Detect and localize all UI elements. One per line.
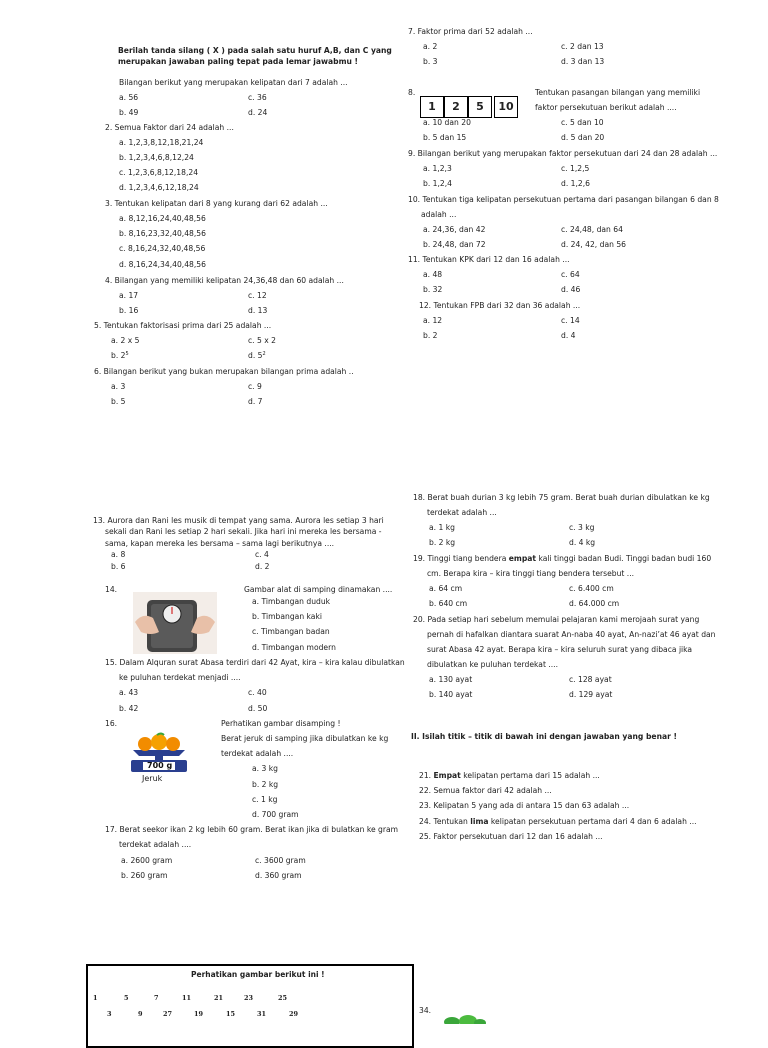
q13-option-c: c. 4: [255, 550, 269, 559]
question-34-number: 34.: [419, 1006, 432, 1015]
q8-box-1: 1: [420, 96, 444, 118]
q19-option-a: a. 64 cm: [429, 584, 463, 593]
q9-option-d: d. 1,2,6: [561, 179, 590, 188]
question-7: 7. Faktor prima dari 52 adalah ...: [408, 27, 533, 36]
q8-option-c: c. 5 dan 10: [561, 118, 604, 127]
question-9: 9. Bilangan berikut yang merupakan faktor persekutuan dari 24 dan 28 adalah ...: [408, 149, 718, 158]
question-20-line-2: pernah di hafalkan diantara suarat An-naba 40 ayat, An-nazi’at 46 ayat dan: [427, 630, 716, 639]
question-4: 4. Bilangan yang memiliki kelipatan 24,36,48 dan 60 adalah ...: [105, 276, 344, 285]
q11-option-c: c. 64: [561, 270, 580, 279]
q6-option-d: d. 7: [248, 397, 263, 406]
q4-option-d: d. 13: [248, 306, 268, 315]
q19-option-b: b. 640 cm: [429, 599, 468, 608]
q12-option-d: d. 4: [561, 331, 576, 340]
q12-option-a: a. 12: [423, 316, 443, 325]
question-18-line-1: 18. Berat buah durian 3 kg lebih 75 gram. Berat buah durian dibulatkan ke kg: [413, 493, 710, 502]
scale-reading-label: 700 g: [147, 761, 173, 770]
table-cell: 9: [138, 1010, 143, 1018]
question-20-line-4: dibulatkan ke puluhan terdekat ....: [427, 660, 559, 669]
q6-option-a: a. 3: [111, 382, 126, 391]
table-cell: 25: [278, 994, 288, 1002]
question-13-line-1: 13. Aurora dan Rani les musik di tempat yang sama. Aurora les setiap 3 hari: [93, 516, 384, 525]
q17-option-b: b. 260 gram: [121, 871, 168, 880]
q7-option-d: d. 3 dan 13: [561, 57, 605, 66]
question-13-line-2: sekali dan Rani les setiap 2 hari sekali. Jika hari ini mereka les bersama -: [105, 527, 382, 536]
q11-option-a: a. 48: [423, 270, 443, 279]
question-10-line-1: 10. Tentukan tiga kelipatan persekutuan pertama dari pasangan bilangan 6 dan 8: [408, 195, 719, 204]
table-cell: 3: [107, 1010, 112, 1018]
q8-box-4: 10: [494, 96, 518, 118]
table-cell: 23: [244, 994, 254, 1002]
q7-option-b: b. 3: [423, 57, 438, 66]
question-21: 21. Empat kelipatan pertama dari 15 adalah ...: [419, 771, 600, 780]
q15-option-c: c. 40: [248, 688, 267, 697]
q2-option-c: c. 1,2,3,6,8,12,18,24: [119, 168, 199, 177]
table-cell: 31: [257, 1010, 267, 1018]
fruit-label: Jeruk: [142, 774, 163, 783]
table-cell: 19: [194, 1010, 204, 1018]
table-cell: 21: [214, 994, 224, 1002]
q8-option-d: d. 5 dan 20: [561, 133, 605, 142]
q9-option-b: b. 1,2,4: [423, 179, 452, 188]
q4-option-c: c. 12: [248, 291, 267, 300]
question-17-line-2: terdekat adalah ....: [119, 840, 192, 849]
q11-option-b: b. 32: [423, 285, 443, 294]
question-11: 11. Tentukan KPK dari 12 dan 16 adalah ...: [408, 255, 570, 264]
q17-option-d: d. 360 gram: [255, 871, 302, 880]
q15-option-b: b. 42: [119, 704, 139, 713]
question-25: 25. Faktor persekutuan dari 12 dan 16 adalah ...: [419, 832, 603, 841]
q19-option-d: d. 64.000 cm: [569, 599, 620, 608]
q1-option-c: c. 36: [248, 93, 267, 102]
question-13-line-3: sama, kapan mereka les bersama – sama lagi berikutnya ....: [105, 539, 335, 548]
question-19-line-1: 19. Tinggi tiang bendera empat kali tinggi badan Budi. Tinggi badan budi 160: [413, 554, 712, 563]
q20-option-b: b. 140 ayat: [429, 690, 473, 699]
q2-option-b: b. 1,2,3,4,6,8,12,24: [119, 153, 194, 162]
q14-option-a: a. Timbangan duduk: [252, 597, 331, 606]
q10-option-c: c. 24,48, dan 64: [561, 225, 623, 234]
q2-option-a: a. 1,2,3,8,12,18,21,24: [119, 138, 204, 147]
q5-option-b: b. $2^5$: [111, 351, 129, 360]
question-22: 22. Semua faktor dari 42 adalah ...: [419, 786, 552, 795]
q14-option-b: b. Timbangan kaki: [252, 612, 322, 621]
question-17-line-1: 17. Berat seekor ikan 2 kg lebih 60 gram. Berat ikan jika di bulatkan ke gram: [105, 825, 399, 834]
q14-option-d: d. Timbangan modern: [252, 643, 336, 652]
q1-option-d: d. 24: [248, 108, 268, 117]
question-12: 12. Tentukan FPB dari 32 dan 36 adalah ...: [419, 301, 581, 310]
q9-option-a: a. 1,2,3: [423, 164, 452, 173]
q4-option-a: a. 17: [119, 291, 139, 300]
question-18-line-2: terdekat adalah ...: [427, 508, 497, 517]
q3-option-b: b. 8,16,23,32,40,48,56: [119, 229, 206, 238]
leaf-image: [438, 1012, 488, 1024]
question-15-line-1: 15. Dalam Alquran surat Abasa terdiri dari 42 Ayat, kira – kira kalau dibulatkan: [105, 658, 405, 667]
q8-option-a: a. 10 dan 20: [423, 118, 471, 127]
q5-option-d: d. $5^2$: [248, 351, 266, 360]
number-table-title: Perhatikan gambar berikut ini !: [191, 970, 325, 979]
q4-option-b: b. 16: [119, 306, 139, 315]
question-20-line-3: surat Abasa 42 ayat. Berapa kira – kira seluruh surat yang dibaca jika: [427, 645, 693, 654]
question-2: 2. Semua Faktor dari 24 adalah ...: [105, 123, 234, 132]
q17-option-a: a. 2600 gram: [121, 856, 173, 865]
question-24: 24. Tentukan lima kelipatan persekutuan pertama dari 4 dan 6 adalah ...: [419, 817, 697, 826]
q6-option-b: b. 5: [111, 397, 126, 406]
question-8-number: 8.: [408, 88, 416, 97]
q3-option-a: a. 8,12,16,24,40,48,56: [119, 214, 206, 223]
table-cell: 1: [93, 994, 98, 1002]
question-16-line-3: terdekat adalah ....: [221, 749, 294, 758]
question-16-line-1: Perhatikan gambar disamping !: [221, 719, 341, 728]
bathroom-scale-image: [133, 592, 217, 654]
question-10-line-2: adalah ...: [421, 210, 457, 219]
q5-option-c: c. 5 x 2: [248, 336, 276, 345]
question-6: 6. Bilangan berikut yang bukan merupakan bilangan prima adalah ..: [94, 367, 354, 376]
q15-option-d: d. 50: [248, 704, 268, 713]
orange-scale-image: [127, 732, 191, 786]
q9-option-c: c. 1,2,5: [561, 164, 590, 173]
table-cell: 29: [289, 1010, 299, 1018]
question-14-number: 14.: [105, 585, 118, 594]
q3-option-c: c. 8,16,24,32,40,48,56: [119, 244, 206, 253]
question-1: Bilangan berikut yang merupakan kelipatan dari 7 adalah ...: [119, 78, 348, 87]
question-14-text: Gambar alat di samping dinamakan ....: [244, 585, 393, 594]
q13-option-b: b. 6: [111, 562, 126, 571]
q20-option-a: a. 130 ayat: [429, 675, 473, 684]
question-5: 5. Tentukan faktorisasi prima dari 25 adalah ...: [94, 321, 272, 330]
question-8-line-1: Tentukan pasangan bilangan yang memiliki: [535, 88, 701, 97]
question-19-line-2: cm. Berapa kira – kira tinggi tiang bendera tersebut ...: [427, 569, 635, 578]
q11-option-d: d. 46: [561, 285, 581, 294]
q18-option-a: a. 1 kg: [429, 523, 455, 532]
q16-option-a: a. 3 kg: [252, 764, 278, 773]
q20-option-c: c. 128 ayat: [569, 675, 612, 684]
q6-option-c: c. 9: [248, 382, 262, 391]
q2-option-d: d. 1,2,3,4,6,12,18,24: [119, 183, 199, 192]
table-cell: 15: [226, 1010, 236, 1018]
q18-option-b: b. 2 kg: [429, 538, 456, 547]
q14-option-c: c. Timbangan badan: [252, 627, 330, 636]
q20-option-d: d. 129 ayat: [569, 690, 613, 699]
q12-option-c: c. 14: [561, 316, 580, 325]
question-15-line-2: ke puluhan terdekat menjadi ....: [119, 673, 241, 682]
question-16-number: 16.: [105, 719, 118, 728]
question-3: 3. Tentukan kelipatan dari 8 yang kurang dari 62 adalah ...: [105, 199, 328, 208]
question-8-line-2: faktor persekutuan berikut adalah ....: [535, 103, 677, 112]
q8-option-b: b. 5 dan 15: [423, 133, 467, 142]
q13-option-a: a. 8: [111, 550, 126, 559]
number-table-box: [86, 964, 414, 1048]
q16-option-c: c. 1 kg: [252, 795, 278, 804]
q1-option-b: b. 49: [119, 108, 139, 117]
q12-option-b: b. 2: [423, 331, 438, 340]
q8-box-2: 2: [444, 96, 468, 118]
table-cell: 5: [124, 994, 129, 1002]
question-20-line-1: 20. Pada setiap hari sebelum memulai pelajaran kami merojaah surat yang: [413, 615, 700, 624]
q16-option-b: b. 2 kg: [252, 780, 279, 789]
q18-option-d: d. 4 kg: [569, 538, 596, 547]
q16-option-d: d. 700 gram: [252, 810, 299, 819]
instruction-line-1: Berilah tanda silang ( X ) pada salah satu huruf A,B, dan C yang: [118, 46, 392, 55]
q18-option-c: c. 3 kg: [569, 523, 595, 532]
question-23: 23. Kelipatan 5 yang ada di antara 15 dan 63 adalah ...: [419, 801, 630, 810]
instruction-line-2: merupakan jawaban paling tepat pada lemar jawabmu !: [118, 57, 359, 66]
q15-option-a: a. 43: [119, 688, 139, 697]
table-cell: 11: [182, 994, 192, 1002]
q7-option-c: c. 2 dan 13: [561, 42, 604, 51]
q19-option-c: c. 6.400 cm: [569, 584, 614, 593]
q13-option-d: d. 2: [255, 562, 270, 571]
q3-option-d: d. 8,16,24,34,40,48,56: [119, 260, 206, 269]
q10-option-d: d. 24, 42, dan 56: [561, 240, 626, 249]
q7-option-a: a. 2: [423, 42, 438, 51]
q5-option-a: a. 2 x 5: [111, 336, 140, 345]
q10-option-a: a. 24,36, dan 42: [423, 225, 486, 234]
question-16-line-2: Berat jeruk di samping jika dibulatkan ke kg: [221, 734, 389, 743]
section-2-heading: II. Isilah titik – titik di bawah ini dengan jawaban yang benar !: [411, 732, 677, 741]
table-cell: 7: [154, 994, 159, 1002]
q1-option-a: a. 56: [119, 93, 139, 102]
q10-option-b: b. 24,48, dan 72: [423, 240, 486, 249]
table-cell: 27: [163, 1010, 173, 1018]
q17-option-c: c. 3600 gram: [255, 856, 306, 865]
q8-box-3: 5: [468, 96, 492, 118]
